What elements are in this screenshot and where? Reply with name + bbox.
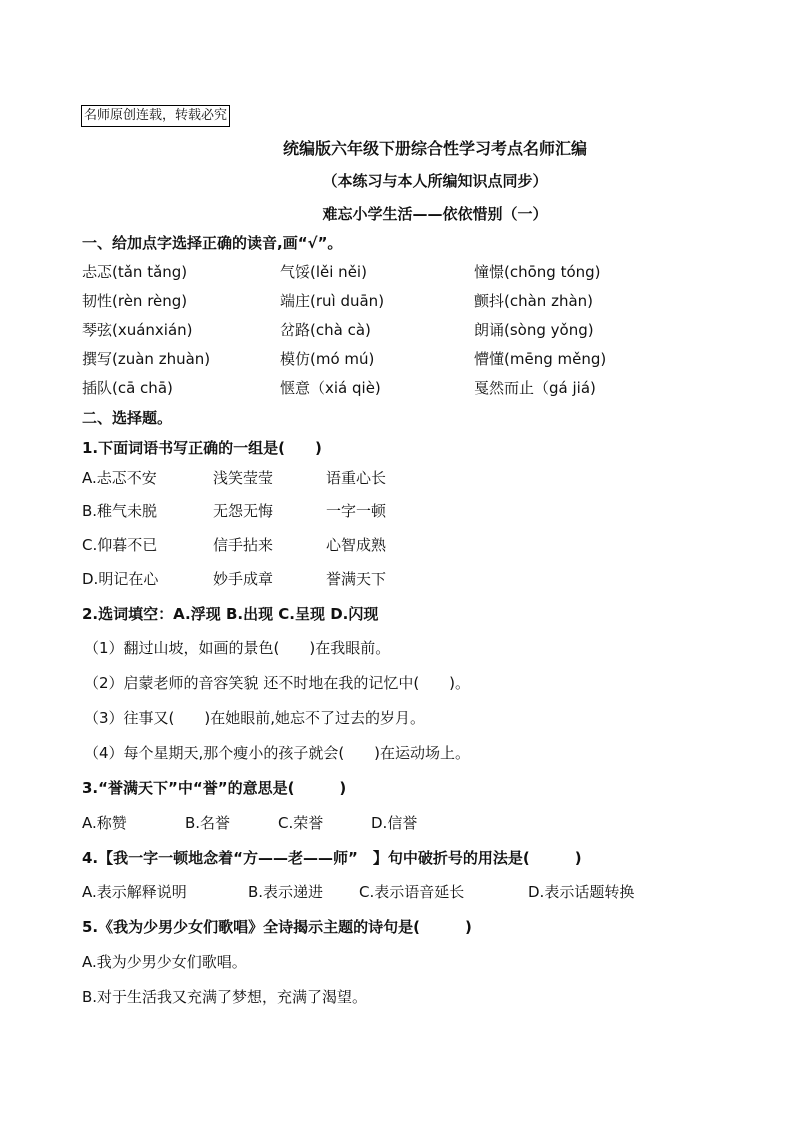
option-word: 心智成熟 — [326, 536, 387, 554]
fill-item: （3）往事又( )在她眼前,她忘不了过去的岁月。 — [84, 709, 426, 727]
option-label: D.明记在心 — [82, 570, 159, 588]
pinyin-item: 撰写(zuàn zhuàn) — [82, 350, 211, 368]
pinyin-item: 颤抖(chàn zhàn) — [474, 292, 594, 310]
question-1: 1.下面词语书写正确的一组是( ) — [82, 439, 322, 457]
section1-heading: 一、给加点字选择正确的读音,画“√”。 — [82, 234, 343, 252]
pinyin-item: 憧憬(chōng tóng) — [474, 263, 601, 281]
option-word: 妙手成章 — [213, 570, 274, 588]
fill-item: （4）每个星期天,那个瘦小的孩子就会( )在运动场上。 — [84, 744, 471, 762]
option: D.表示话题转换 — [528, 883, 635, 901]
section2-heading: 二、选择题。 — [82, 409, 173, 427]
pinyin-item: 气馁(lěi něi) — [280, 263, 367, 281]
option: A.表示解释说明 — [82, 883, 187, 901]
pinyin-item: 插队(cā chā) — [82, 379, 173, 397]
option-word: 语重心长 — [326, 469, 387, 487]
lesson-title: 难忘小学生活——依依惜别（一） — [322, 205, 548, 223]
option: B.对于生活我又充满了梦想，充满了渴望。 — [82, 988, 368, 1006]
option-word: 无怨无悔 — [213, 502, 274, 520]
option-word: 信手拈来 — [213, 536, 274, 554]
page-subtitle: （本练习与本人所编知识点同步） — [322, 172, 548, 190]
pinyin-item: 惬意（xiá qiè) — [280, 379, 381, 397]
option-word: 誉满天下 — [326, 570, 387, 588]
pinyin-item: 戛然而止（gá jiá) — [474, 379, 596, 397]
option: D.信誉 — [371, 814, 418, 832]
option: B.表示递进 — [248, 883, 324, 901]
pinyin-item: 忐忑(tǎn tǎng) — [82, 263, 188, 281]
option-word: 浅笑莹莹 — [213, 469, 274, 487]
option: A.我为少男少女们歌唱。 — [82, 953, 247, 971]
option: A.称赞 — [82, 814, 127, 832]
question-5: 5.《我为少男少女们歌唱》全诗揭示主题的诗句是( ) — [82, 918, 472, 936]
pinyin-item: 韧性(rèn rèng) — [82, 292, 188, 310]
option-label: B.稚气未脱 — [82, 502, 158, 520]
pinyin-item: 岔路(chà cà) — [280, 321, 371, 339]
pinyin-item: 模仿(mó mú) — [280, 350, 375, 368]
option: B.名誉 — [185, 814, 231, 832]
pinyin-item: 朗诵(sòng yǒng) — [474, 321, 594, 339]
option-label: A.忐忑不安 — [82, 469, 157, 487]
page-title: 统编版六年级下册综合性学习考点名师汇编 — [282, 139, 587, 158]
question-3: 3.“誉满天下”中“誉”的意思是( ) — [82, 779, 347, 797]
question-2: 2.选词填空：A.浮现 B.出现 C.呈现 D.闪现 — [82, 605, 379, 623]
pinyin-item: 端庄(ruì duān) — [280, 292, 385, 310]
question-4: 4.【我一字一顿地念着“方——老——师” 】句中破折号的用法是( ) — [82, 849, 582, 867]
option-word: 一字一顿 — [326, 502, 387, 520]
option: C.荣誉 — [278, 814, 324, 832]
copyright-stamp: 名师原创连载，转载必究 — [81, 105, 230, 127]
fill-item: （1）翻过山坡，如画的景色( )在我眼前。 — [84, 639, 391, 657]
option: C.表示语音延长 — [359, 883, 465, 901]
pinyin-item: 懵懂(mēng měng) — [474, 350, 607, 368]
option-label: C.仰暮不已 — [82, 536, 158, 554]
pinyin-item: 琴弦(xuánxián) — [82, 321, 193, 339]
fill-item: （2）启蒙老师的音容笑貌 还不时地在我的记忆中( )。 — [84, 674, 471, 692]
